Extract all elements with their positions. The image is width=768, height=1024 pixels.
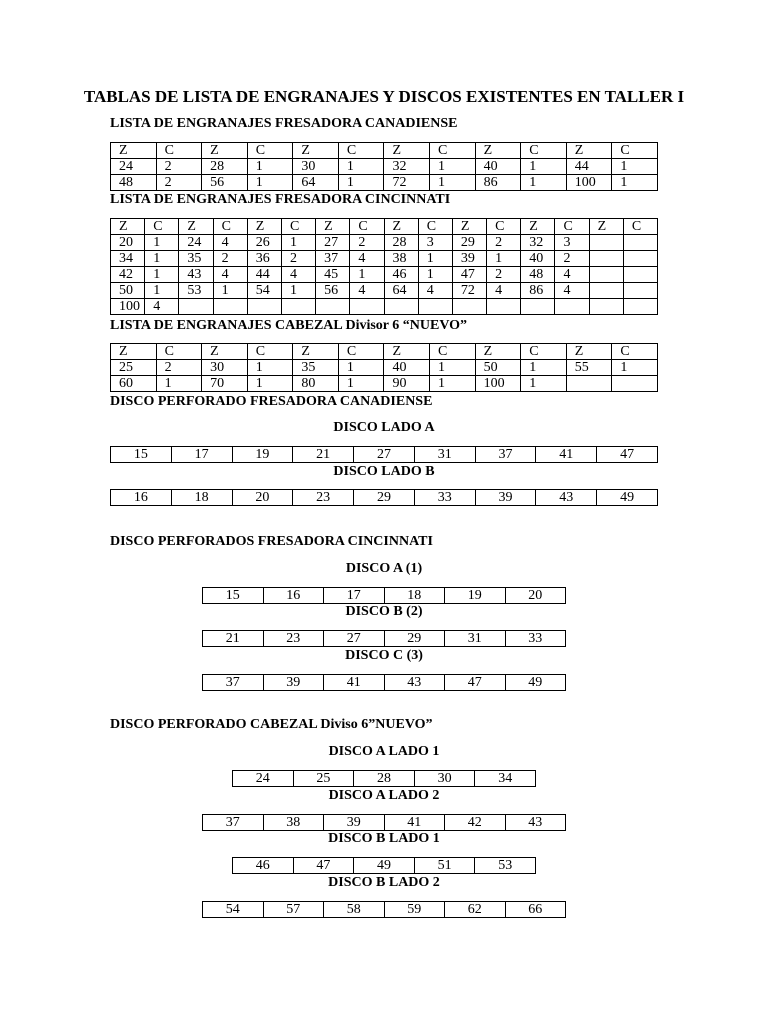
gear-cell: C [338,143,384,159]
gear-cell [566,376,612,392]
gear-cell: 47 [452,267,486,283]
gear-cell: 1 [213,283,247,299]
gear-cell: 30 [202,360,248,376]
hole-count-cell: 34 [475,771,536,787]
gear-cell: 32 [384,159,430,175]
hole-count-cell: 49 [354,858,415,874]
hole-count-cell: 49 [597,490,658,506]
canadiense-gears-heading: LISTA DE ENGRANAJES FRESADORA CANADIENSE [110,116,458,131]
gear-cell: 1 [338,376,384,392]
disco-b-lado-2-label: DISCO B LADO 2 [328,875,440,890]
gear-cell [623,299,657,315]
hole-count-cell: 62 [445,902,506,918]
gear-cell: 53 [179,283,213,299]
hole-count-cell: 57 [263,902,324,918]
gear-cell [589,251,623,267]
gear-cell: 1 [521,360,567,376]
gear-cell: 32 [521,235,555,251]
gear-cell: 4 [350,283,384,299]
gear-cell: 72 [384,175,430,191]
gear-cell: 44 [566,159,612,175]
gear-cell: 46 [384,267,418,283]
gear-cell: 28 [384,235,418,251]
hole-count-cell: 15 [203,588,264,604]
gear-cell: Z [384,143,430,159]
hole-count-cell: 17 [324,588,385,604]
gear-cell: 1 [418,267,452,283]
gear-cell: 43 [179,267,213,283]
hole-count-cell: 27 [354,447,415,463]
gear-cell: 34 [111,251,145,267]
gear-cell: C [281,219,315,235]
gear-cell: Z [384,344,430,360]
gear-cell: 50 [111,283,145,299]
gear-cell: Z [566,143,612,159]
gear-cell [213,299,247,315]
disco-a-lado-2-table [202,814,566,831]
hole-count-cell: 20 [505,588,566,604]
gear-cell: 1 [281,235,315,251]
gear-cell: 1 [338,360,384,376]
hole-count-cell: 33 [505,631,566,647]
gear-cell: C [247,143,293,159]
gear-cell: C [430,344,476,360]
gear-cell: 4 [555,283,589,299]
gear-cell: 2 [156,360,202,376]
gear-cell: C [338,344,384,360]
gear-cell: 2 [487,235,521,251]
gear-cell: 26 [247,235,281,251]
gear-cell: Z [521,219,555,235]
hole-count-cell: 43 [384,675,445,691]
disco-a-lado-1-table [232,770,536,787]
gear-cell: 86 [521,283,555,299]
hole-count-cell: 49 [505,675,566,691]
gear-cell [247,299,281,315]
gear-cell: 1 [430,159,476,175]
gear-cell: 40 [475,159,521,175]
hole-count-cell: 27 [324,631,385,647]
gear-cell: C [612,344,658,360]
hole-count-cell: 31 [414,447,475,463]
gear-cell: 1 [430,376,476,392]
gear-cell: 1 [145,251,179,267]
hole-count-cell: 20 [232,490,293,506]
gear-cell: 1 [145,283,179,299]
gear-cell: C [156,143,202,159]
hole-count-cell: 59 [384,902,445,918]
gear-cell: 2 [156,159,202,175]
hole-count-cell: 21 [203,631,264,647]
gear-cell [612,376,658,392]
gear-cell: Z [316,219,350,235]
hole-count-cell: 47 [445,675,506,691]
gear-cell [555,299,589,315]
gear-cell: 64 [384,283,418,299]
disco-a-1-label: DISCO A (1) [345,561,423,576]
hole-count-cell: 16 [111,490,172,506]
cabezal-gears-heading: LISTA DE ENGRANAJES CABEZAL Divisor 6 “NUEVO” [110,318,468,333]
gear-cell: 2 [350,235,384,251]
gear-cell: 2 [281,251,315,267]
hole-count-cell: 28 [354,771,415,787]
gear-cell: 1 [156,376,202,392]
gear-cell: 28 [202,159,248,175]
gear-cell: Z [179,219,213,235]
hole-count-cell: 53 [475,858,536,874]
gear-cell: Z [475,344,521,360]
hole-count-cell: 47 [293,858,354,874]
gear-cell: Z [589,219,623,235]
gear-cell [589,299,623,315]
hole-count-cell: 38 [263,815,324,831]
gear-cell: C [213,219,247,235]
gear-cell: 56 [202,175,248,191]
hole-count-cell: 43 [536,490,597,506]
disco-b-lado-1-table [232,857,536,874]
gear-cell: 39 [452,251,486,267]
gear-cell [589,235,623,251]
gear-cell: 100 [566,175,612,191]
gear-cell: 55 [566,360,612,376]
gear-cell: 45 [316,267,350,283]
gear-cell: 44 [247,267,281,283]
gear-cell: Z [293,344,339,360]
gear-cell: 37 [316,251,350,267]
gear-cell: 54 [247,283,281,299]
hole-count-cell: 46 [233,858,294,874]
gear-cell [623,267,657,283]
disco-lado-a-label: DISCO LADO A [333,420,435,435]
disco-b-2-label: DISCO B (2) [345,604,423,619]
hole-count-cell: 21 [293,447,354,463]
gear-cell: 56 [316,283,350,299]
cincinnati-gears-heading: LISTA DE ENGRANAJES FRESADORA CINCINNATI [110,192,451,207]
hole-count-cell: 37 [475,447,536,463]
gear-cell: 25 [111,360,157,376]
gear-cell: Z [293,143,339,159]
gear-cell [521,299,555,315]
hole-count-cell: 43 [505,815,566,831]
table-row [111,143,658,159]
gear-cell: 4 [213,235,247,251]
hole-count-cell: 15 [111,447,172,463]
gear-cell: 1 [430,175,476,191]
canadiense-gears-table [110,142,658,191]
gear-cell: 1 [247,360,293,376]
disc-row [203,588,566,604]
gear-cell: Z [202,344,248,360]
hole-count-cell: 42 [445,815,506,831]
gear-cell: 42 [111,267,145,283]
gear-cell [487,299,521,315]
hole-count-cell: 30 [414,771,475,787]
gear-cell: 2 [213,251,247,267]
gear-cell: C [487,219,521,235]
gear-cell: Z [111,344,157,360]
disc-row [233,858,536,874]
disco-b-lado-2-table [202,901,566,918]
table-row [111,283,658,299]
gear-cell: Z [202,143,248,159]
gear-cell: Z [566,344,612,360]
disc-row [111,490,658,506]
disco-b-2-table [202,630,566,647]
disc-row [203,902,566,918]
gear-cell: 2 [487,267,521,283]
hole-count-cell: 51 [414,858,475,874]
gear-cell: 40 [384,360,430,376]
hole-count-cell: 18 [171,490,232,506]
gear-cell: 40 [521,251,555,267]
disc-row [111,447,658,463]
gear-cell: 72 [452,283,486,299]
disco-lado-b-label: DISCO LADO B [333,464,435,479]
gear-cell: 90 [384,376,430,392]
gear-cell: 4 [281,267,315,283]
table-row [111,175,658,191]
disco-lado-a-table [110,446,658,463]
cabezal-gears-table [110,343,658,392]
gear-cell: C [156,344,202,360]
gear-cell [623,235,657,251]
hole-count-cell: 39 [324,815,385,831]
gear-cell: Z [475,143,521,159]
gear-cell [623,251,657,267]
gear-cell: 3 [555,235,589,251]
table-row [111,376,658,392]
table-row [111,235,658,251]
gear-cell: 24 [111,159,157,175]
disco-a-lado-2-label: DISCO A LADO 2 [328,788,440,803]
gear-cell: 1 [338,175,384,191]
gear-cell: 24 [179,235,213,251]
gear-cell: 1 [247,376,293,392]
gear-cell: C [145,219,179,235]
gear-cell: C [612,143,658,159]
gear-cell [384,299,418,315]
document-title: TABLAS DE LISTA DE ENGRANAJES Y DISCOS EXISTENTES EN TALLER I [83,87,685,106]
hole-count-cell: 29 [384,631,445,647]
disco-cabezal-heading: DISCO PERFORADO CABEZAL Diviso 6”NUEVO” [110,717,433,732]
gear-cell: 48 [111,175,157,191]
gear-cell [589,267,623,283]
gear-cell: C [623,219,657,235]
gear-cell: 70 [202,376,248,392]
disco-b-lado-1-label: DISCO B LADO 1 [328,831,440,846]
gear-cell: Z [452,219,486,235]
hole-count-cell: 23 [293,490,354,506]
hole-count-cell: 37 [203,675,264,691]
table-row [111,360,658,376]
gear-cell: 29 [452,235,486,251]
gear-cell: 1 [612,175,658,191]
hole-count-cell: 41 [384,815,445,831]
table-row [111,267,658,283]
table-row [111,159,658,175]
gear-cell: 20 [111,235,145,251]
gear-cell: 1 [145,267,179,283]
hole-count-cell: 16 [263,588,324,604]
gear-cell: Z [247,219,281,235]
gear-cell [316,299,350,315]
gear-cell: 1 [281,283,315,299]
gear-cell: 4 [487,283,521,299]
gear-cell: 1 [350,267,384,283]
gear-cell: 4 [350,251,384,267]
hole-count-cell: 58 [324,902,385,918]
hole-count-cell: 41 [324,675,385,691]
gear-cell: 1 [487,251,521,267]
table-row [111,251,658,267]
gear-cell: 27 [316,235,350,251]
hole-count-cell: 17 [171,447,232,463]
gear-cell: C [430,143,476,159]
hole-count-cell: 31 [445,631,506,647]
gear-cell: 1 [612,159,658,175]
gear-cell: Z [111,143,157,159]
gear-cell: 3 [418,235,452,251]
gear-cell: 35 [293,360,339,376]
hole-count-cell: 29 [354,490,415,506]
disc-row [233,771,536,787]
disco-a-1-table [202,587,566,604]
gear-cell: 30 [293,159,339,175]
hole-count-cell: 66 [505,902,566,918]
gear-cell: 1 [521,376,567,392]
gear-cell: Z [384,219,418,235]
gear-cell: 80 [293,376,339,392]
hole-count-cell: 39 [475,490,536,506]
gear-cell: 4 [145,299,179,315]
gear-cell: C [247,344,293,360]
gear-cell: 64 [293,175,339,191]
gear-cell: 1 [418,251,452,267]
disco-a-lado-1-label: DISCO A LADO 1 [328,744,440,759]
disco-c-3-table [202,674,566,691]
gear-cell: 48 [521,267,555,283]
table-row [111,344,658,360]
gear-cell: C [521,344,567,360]
gear-cell: 4 [213,267,247,283]
gear-cell: 38 [384,251,418,267]
gear-cell: 4 [418,283,452,299]
hole-count-cell: 47 [597,447,658,463]
hole-count-cell: 19 [232,447,293,463]
gear-cell: 1 [338,159,384,175]
gear-cell [281,299,315,315]
gear-cell [179,299,213,315]
hole-count-cell: 25 [293,771,354,787]
gear-cell: C [555,219,589,235]
gear-cell: 1 [521,175,567,191]
hole-count-cell: 18 [384,588,445,604]
gear-cell: C [418,219,452,235]
gear-cell: 60 [111,376,157,392]
gear-cell: 1 [247,159,293,175]
gear-cell: 1 [247,175,293,191]
disco-lado-b-table [110,489,658,506]
hole-count-cell: 41 [536,447,597,463]
gear-cell: 1 [612,360,658,376]
gear-cell: C [521,143,567,159]
gear-cell [452,299,486,315]
disc-row [203,631,566,647]
gear-cell: 100 [475,376,521,392]
gear-cell: Z [111,219,145,235]
gear-cell: 100 [111,299,145,315]
hole-count-cell: 33 [414,490,475,506]
cincinnati-gears-table [110,218,658,315]
disco-c-3-label: DISCO C (3) [345,648,423,663]
gear-cell: 86 [475,175,521,191]
table-row [111,299,658,315]
disc-row [203,815,566,831]
table-row [111,219,658,235]
hole-count-cell: 19 [445,588,506,604]
hole-count-cell: 23 [263,631,324,647]
gear-cell: 35 [179,251,213,267]
gear-cell [350,299,384,315]
disc-row [203,675,566,691]
hole-count-cell: 39 [263,675,324,691]
disco-canadiense-heading: DISCO PERFORADO FRESADORA CANADIENSE [110,394,433,409]
gear-cell: 2 [156,175,202,191]
disco-cincinnati-heading: DISCO PERFORADOS FRESADORA CINCINNATI [110,534,433,549]
hole-count-cell: 24 [233,771,294,787]
gear-cell [418,299,452,315]
gear-cell [623,283,657,299]
gear-cell: 4 [555,267,589,283]
gear-cell: 1 [521,159,567,175]
gear-cell [589,283,623,299]
gear-cell: 36 [247,251,281,267]
hole-count-cell: 54 [203,902,264,918]
gear-cell: 2 [555,251,589,267]
hole-count-cell: 37 [203,815,264,831]
gear-cell: 50 [475,360,521,376]
gear-cell: 1 [430,360,476,376]
gear-cell: 1 [145,235,179,251]
gear-cell: C [350,219,384,235]
